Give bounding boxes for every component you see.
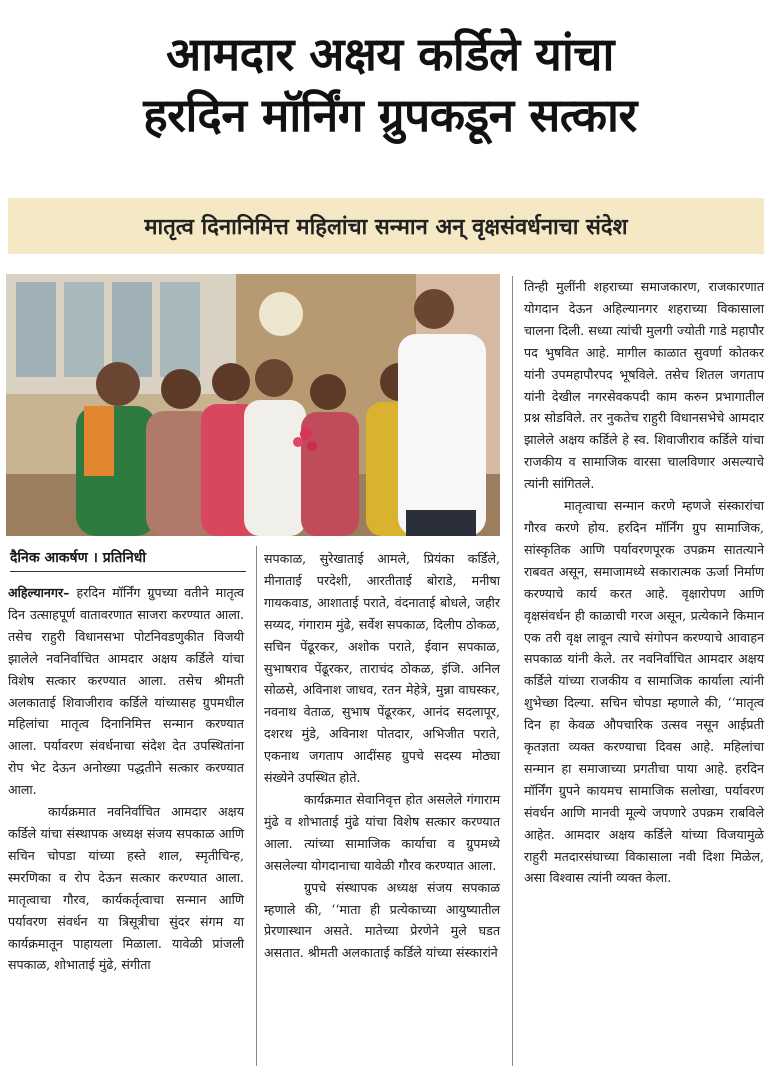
felicitation-photo-illustration [6,274,500,536]
column-1 [8,582,244,976]
column-1-paragraph-1 [8,582,244,801]
dateline: अहिल्यानगर– [8,585,70,600]
news-photo [6,274,500,536]
column-divider-1 [256,546,257,1066]
column-2 [264,548,500,964]
column-2-paragraph-1: सपकाळ, सुरेखाताई आमले, प्रियंका कर्डिले, मीनाताई परदेशी, आरतीताई बोराडे, मनीषा गायकवाड, आशाताई पराते, वंदनाताई बोधले, जहीर सय्यद, गंगाराम मुंढे, सर्वेश सपकाळ, दिलीप ठोकळ, सचिन पेंढूरकर, अशोक पराते, ईवान सपकाळ, सुभाषराव पेंढूरकर, ताराचंद ठोकळ, इंजि. अनिल सोळसे, अविनाश जाधव, रतन मेहेत्रे, मुन्ना वाघस्कर, नवनाथ वेताळ, सुभाष पेंढूरकर, आनंद सदलापूर, दशरथ मुंडे, अविनाश पोतदार, अभिजीत पराते, एकनाथ जगताप आदींसह ग्रुपचे सदस्य मोठ्या संख्येने उपस्थित होते. [264,551,500,786]
subheadline: मातृत्व दिनानिमित्त महिलांचा सन्मान अन् वृक्षसंवर्धनाचा संदेश [144,215,628,240]
column-3-paragraph-1: तिन्ही मुलींनी शहराच्या समाजकारण, राजकारणात योगदान देऊन अहिल्यानगर शहराच्या विकासाला चालना दिली. सध्या त्यांची मुलगी ज्योती गाडे महापौर पद भुषवित आहे. मागील काळात सुवर्णा कोतकर यांनी उपमहापौरपद भूषविले. तसेच शितल जगताप यांनी देखील नगरसेवकपदी काम करुन प्रभागातील प्रश्न सोडविले. तर नुकतेच राहुरी विधानसभेचे आमदार झालेले अक्षय कर्डिले हे स्व. शिवाजीराव कर्डिले यांचा राजकीय व सामाजिक वारसा चालविणार असल्याचे त्यांनी सांगितले. [524,279,764,492]
byline: दैनिक आकर्षण । प्रतिनिधी [10,548,246,572]
headline-line-2: हरदिन मॉर्निंग ग्रुपकडून सत्कार [143,88,637,142]
column-3-paragraph-2: मातृत्वाचा सन्मान करणे म्हणजे संस्कारांचा गौरव करणे होय. हरदिन मॉर्निंग ग्रुप सामाजिक, सांस्कृतिक आणि पर्यावरणपूरक उपक्रम सातत्याने राबवत असून, समाजामध्ये सकारात्मक ऊर्जा निर्माण करण्याचे कार्य करत आहे. वृक्षारोपण आणि वृक्षसंवर्धन ही काळाची गरज असून, प्रत्येकाने किमान एक तरी वृक्ष लावून त्याचे संगोपन करण्याचे आवाहन सपकाळ यांनी केले. तर नवनिर्वाचित आमदार अक्षय कर्डिले यांच्या राजकीय व सामाजिक कार्याला त्यांनी शुभेच्छा दिल्या. सचिन चोपडा म्हणाले की, ‘‘मातृत्व दिन हा केवळ औपचारिक उत्सव नसून आईप्रती कृतज्ञता व्यक्त करण्याचा दिवस आहे. महिलांचा सन्मान हा समाजाच्या प्रगतीचा पाया आहे. हरदिन मॉर्निंग ग्रुपने कायमच सामाजिक सलोखा, पर्यावरण संवर्धन आणि मानवी मूल्ये जपणारे उपक्रम राबविले आहेत. आमदार अक्षय कर्डिले यांच्या विजयामुळे राहुरी मतदारसंघाच्या विकासाला नवी दिशा मिळेल, असा विश्वास त्यांनी व्यक्त केला. [524,498,764,886]
column-2-paragraph-2: कार्यक्रमात सेवानिवृत्त होत असलेले गंगाराम मुंढे व शोभाताई मुंढे यांचा विशेष सत्कार करण्यात आला. त्यांच्या सामाजिक कार्याचा व ग्रुपमध्ये असलेल्या योगदानाचा यावेळी गौरव करण्यात आला. [264,791,500,873]
column-divider-2 [512,276,513,1066]
column-2-paragraph-3: ग्रुपचे संस्थापक अध्यक्ष संजय सपकाळ म्हणाले की, ‘‘माता ही प्रत्येकाच्या आयुष्यातील प्रेरणास्थान असते. मातेच्या प्रेरणेने मुले घडत असतात. श्रीमती अलकाताई कर्डिले यांच्या संस्कारांने [264,879,500,961]
column-1-paragraph-2: कार्यक्रमात नवनिर्वाचित आमदार अक्षय कर्डिले यांचा संस्थापक अध्यक्ष संजय सपकाळ आणि सचिन चोपडा यांच्या हस्ते शाल, स्मृतीचिन्ह, स्मरणिका व रोप देऊन सत्कार करण्यात आला. मातृत्वाचा गौरव, कार्यकर्तृत्वाचा सन्मान आणि पर्यावरण संवर्धन या त्रिसूत्रीचा सुंदर संगम या कार्यक्रमातून पाहायला मिळाला. यावेळी प्रांजली सपकाळ, शोभाताई मुंढे, संगीता [8,804,244,973]
subheadline-banner [8,198,764,254]
column-1-paragraph-1-text: हरदिन मॉर्निंग ग्रुपच्या वतीने मातृत्व दिन उत्साहपूर्ण वातावरणात साजरा करण्यात आला. तसेच राहुरी विधानसभा पोटनिवडणुकीत विजयी झालेले नवनिर्वाचित आमदार अक्षय कर्डिले यांचा विशेष सत्कार करण्यात आला. तसेच श्रीमती अलकाताई शिवाजीराव कर्डिले यांच्यासह ग्रुपमधील महिलांचा मातृत्व दिनानिमित्त सन्मान करण्यात आला. पर्यावरण संवर्धनाचा संदेश देत उपस्थितांना रोप भेट देऊन अनोख्या पद्धतीने सत्कार करण्यात आला. [8,585,244,798]
column-3 [524,276,764,889]
headline [0,24,780,146]
headline-line-1: आमदार अक्षय कर्डिले यांचा [166,27,614,81]
